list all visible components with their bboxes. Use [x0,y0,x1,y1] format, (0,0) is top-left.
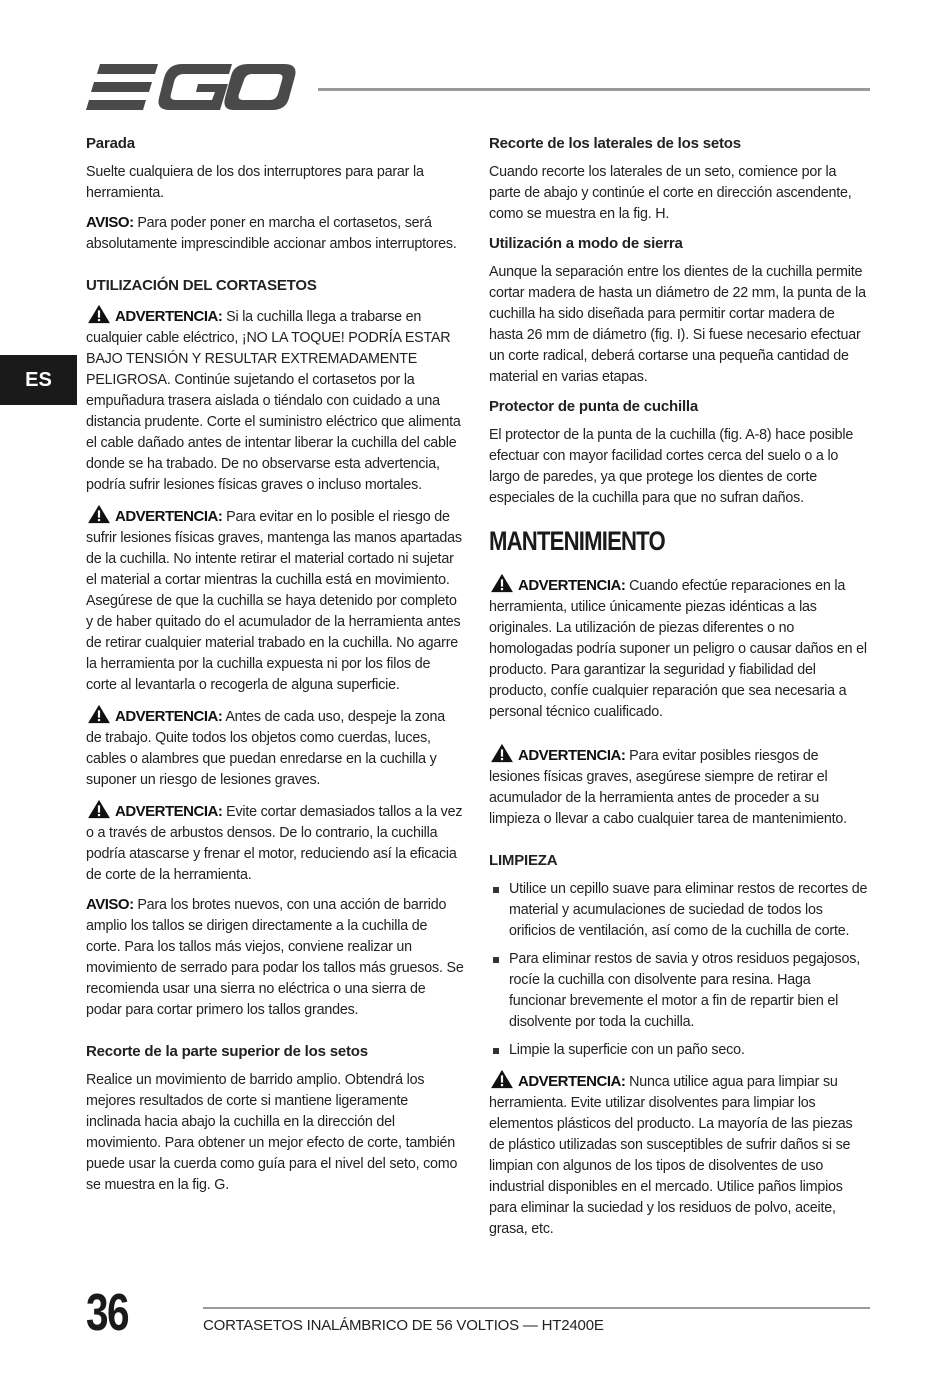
warning-6: ADVERTENCIA: Para evitar posibles riesgos de lesiones físicas graves, asegúrese siempre de retirar el acumulador de la herramienta antes de proceder a su limpieza o llevar a cabo cualquier tarea de mantenimiento. [489,743,871,830]
footer-rule [203,1307,870,1309]
parada-paragraph: Suelte cualquiera de los dos interruptores para parar la herramienta. [86,164,424,201]
warning-triangle-icon [86,304,112,324]
warning-triangle-icon [489,573,515,593]
limpieza-heading: LIMPIEZA [489,852,558,869]
laterales-paragraph: Cuando recorte los laterales de un seto, comience por la parte de abajo y continúe el corte en dirección ascendente, como se muestra en la fig. H. [489,164,852,222]
list-item: Para eliminar restos de savia y otros residuos pegajosos, rocíe la cuchilla con disolvente para resina. Haga funcionar brevemente el motor a fin de repartir bien el disolvente por toda la cuchilla. [489,949,871,1033]
warning-5: ADVERTENCIA: Cuando efectúe reparaciones en la herramienta, utilice únicamente piezas idénticas a las originales. La utilización de piezas diferentes o no homologadas podría suponer un peligro o causar daños en el producto. Para garantizar la seguridad y fiabilidad del producto, confíe cualquier reparación que sea necesaria a personal técnico cualificado. [489,573,871,723]
page-number: 36 [86,1284,128,1342]
section-heading-uso: UTILIZACIÓN DEL CORTASETOS [86,277,317,294]
language-tab: ES [0,355,77,405]
sierra-heading: Utilización a modo de sierra [489,235,683,252]
protector-paragraph: El protector de la punta de la cuchilla (fig. A-8) hace posible efectuar con mayor facilidad cortes cerca del suelo o a lo largo de paredes, ya que protege los dientes de corte especiales de la cuchilla para que no sufran daños. [489,427,854,506]
warning-triangle-icon [86,704,112,724]
warning-triangle-icon [86,504,112,524]
warning-1: ADVERTENCIA: Si la cuchilla llega a trabarse en cualquier cable eléctrico, ¡NO LA TOQUE! PODRÍA ESTAR BAJO TENSIÓN Y RESULTAR EXTREMADAMENTE PELIGROSA. Continúe sujetando el cortasetos por la empuñadura trasera aislada o tiéndalo con cuidado a una distancia prudente. Corte el suministro eléctrico que alimenta el cable dañado antes de intentar liberar la cuchilla del cable donde se ha trabado. De no observarse esta advertencia, podría sufrir lesiones físicas graves o incluso mortales. [86,304,464,496]
mantenimiento-heading: MANTENIMIENTO [489,526,665,556]
ego-logo [86,62,298,114]
bullet-square-icon [493,887,499,893]
warning-2: ADVERTENCIA: Para evitar en lo posible el riesgo de sufrir lesiones físicas graves, mantenga las manos apartadas de la cuchilla. No intente retirar el material cortado ni sujetar el material a cortar mientras la cuchilla está en movimiento. Asegúrese de que la cuchilla se haya detenido por completo y de haber quitado do el acumulador de la herramienta antes de retirar cualquier material trabado en la cuchilla. No agarre la herramienta por la cuchilla expuesta ni por los filos de corte al levantarla o recogerla de alguna superficie. [86,504,464,696]
laterales-heading: Recorte de los laterales de los setos [489,135,741,152]
right-column [489,133,871,1248]
protector-heading: Protector de punta de cuchilla [489,398,699,415]
superior-heading: Recorte de la parte superior de los setos [86,1043,368,1060]
warning-triangle-icon [489,1069,515,1089]
parada-heading: Parada [86,135,135,152]
aviso-note-2: AVISO: Para los brotes nuevos, con una acción de barrido amplio los tallos se dirigen directamente a la cuchilla de corte. Para los tallos más viejos, conviene realizar un movimiento de serrado para podar los tallos más gruesos. Se recomienda usar una sierra no eléctrica o una sierra de podar para cortar primero los tallos grandes. [86,896,464,1018]
aviso-note-1: AVISO: Para poder poner en marcha el cortasetos, será absolutamente imprescindible accionar ambos interruptores. [86,214,457,252]
warning-triangle-icon [86,799,112,819]
aviso-label: AVISO: [86,896,134,913]
limpieza-list [489,879,871,1061]
left-column [86,133,464,1204]
warning-3: ADVERTENCIA: Antes de cada uso, despeje la zona de trabajo. Quite todos los objetos como cuerdas, luces, cables o alambres que puedan enredarse en la cuchilla y suponer un riesgo de lesiones graves. [86,704,464,791]
aviso-label: AVISO: [86,214,134,231]
bullet-square-icon [493,1048,499,1054]
list-item: Utilice un cepillo suave para eliminar restos de recortes de material y acumulaciones de suciedad de todos los orificios de ventilación, así como de la cuchilla de corte. [489,879,871,942]
warning-triangle-icon [489,743,515,763]
warning-7: ADVERTENCIA: Nunca utilice agua para limpiar su herramienta. Evite utilizar disolventes para limpiar los elementos plásticos del producto. La mayoría de las piezas de plástico utilizadas son susceptibles de sufrir daños si se limpian con algunos de los tipos de disolventes de uso industrial disponibles en el mercado. Utilice paños limpios para eliminar la suciedad y los residuos de polvo, aceite, grasa, etc. [489,1069,871,1240]
footer-product-line: CORTASETOS INALÁMBRICO DE 56 VOLTIOS — HT2400E [203,1317,604,1334]
header-rule [318,88,870,91]
warning-4: ADVERTENCIA: Evite cortar demasiados tallos a la vez o a través de arbustos densos. De lo contrario, la cuchilla podría atascarse y frenar el motor, reduciendo así la eficacia de corte de la herramienta. [86,799,464,886]
sierra-paragraph: Aunque la separación entre los dientes de la cuchilla permite cortar madera de hasta un diámetro de 22 mm, la punta de la cuchilla ha sido diseñada para permitir cortar madera de hasta 26 mm de diámetro (fig. I). Si fuese necesario efectuar un corte radical, deberá cortarse una pequeña cantidad de material en varias etapas. [489,264,866,385]
bullet-square-icon [493,957,499,963]
list-item: Limpie la superficie con un paño seco. [489,1040,871,1061]
superior-paragraph: Realice un movimiento de barrido amplio. Obtendrá los mejores resultados de corte si mantiene ligeramente inclinada hacia abajo la cuchilla en la dirección del movimiento. Para obtener un mejor efecto de corte, también puede usar la cuerda como guía para el nivel del seto, como se muestra en la fig. G. [86,1072,458,1193]
